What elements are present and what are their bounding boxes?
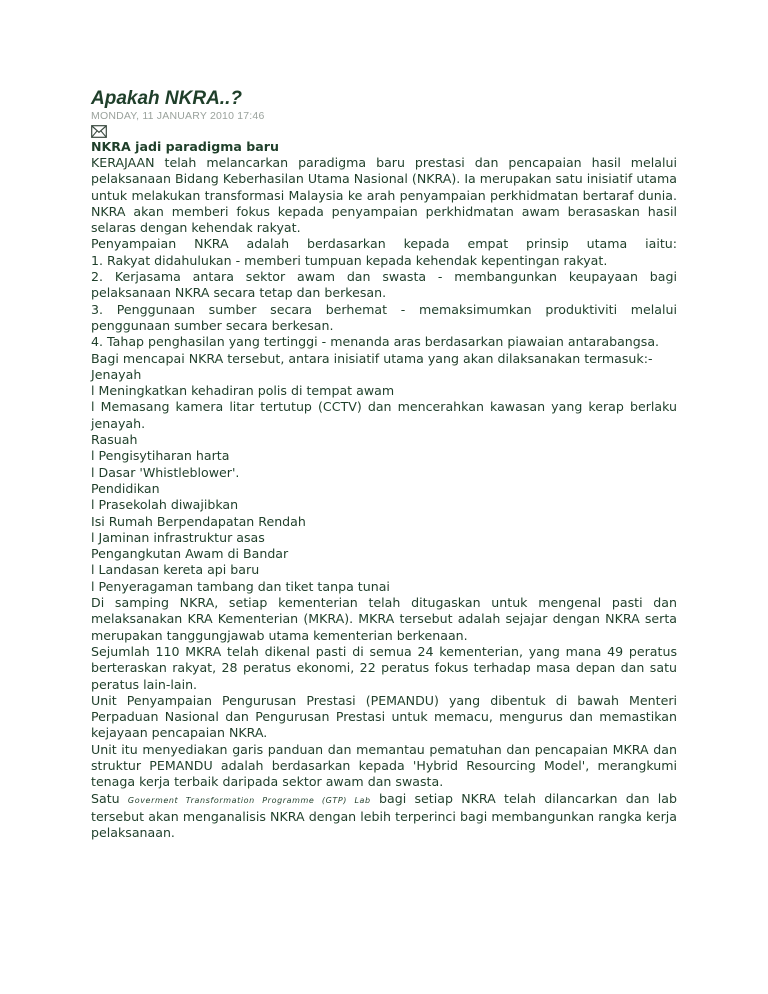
paragraph: 2. Kerjasama antara sektor awam dan swasta - membangunkan keupayaan bagi pelaksanaan NKRA secara tetap dan berkesan. <box>91 269 677 301</box>
text-span: Satu <box>91 790 128 806</box>
list-item: l Dasar 'Whistleblower'. <box>91 464 240 480</box>
section-label: Pendidikan <box>91 480 160 496</box>
paragraph: Di samping NKRA, setiap kementerian telah ditugaskan untuk mengenal pasti dan melaksanakan KRA Kementerian (MKRA). MKRA tersebut adalah sejajar dengan NKRA serta merupakan tanggungjawab utama kementerian berkenaan. <box>91 595 677 643</box>
paragraph: 4. Tahap penghasilan yang tertinggi - menanda aras berdasarkan piawaian antarabangsa. <box>91 334 660 350</box>
paragraph: Bagi mencapai NKRA tersebut, antara inisiatif utama yang akan dilaksanakan termasuk:- <box>91 350 653 366</box>
section-label: Jenayah <box>91 366 142 382</box>
article <box>91 88 677 841</box>
gtp-lab-text: Goverment Transformation Programme (GTP) Lab <box>127 795 371 805</box>
paragraph: Penyampaian NKRA adalah berdasarkan kepada empat prinsip utama iaitu: <box>91 236 677 252</box>
paragraph: Sejumlah 110 MKRA telah dikenal pasti di semua 24 kementerian, yang mana 49 peratus berteraskan rakyat, 28 peratus ekonomi, 22 peratus fokus terhadap masa depan dan satu peratus lain-lain. <box>91 643 677 692</box>
list-item: l Landasan kereta api baru <box>91 562 260 578</box>
section-label: Rasuah <box>91 432 138 448</box>
paragraph: Unit itu menyediakan garis panduan dan memantau pematuhan dan pencapaian MKRA dan struktur PEMANDU adalah berdasarkan kepada 'Hybrid Resourcing Model', merangkumi tenaga kerja terbaik daripada sektor awam dan swasta. <box>91 741 677 790</box>
article-body <box>91 155 677 841</box>
paragraph: Unit Penyampaian Pengurusan Prestasi (PEMANDU) yang dibentuk di bawah Menteri Perpaduan Nasional dan Pengurusan Prestasi untuk memacu, mengurus dan memastikan kejayaan pencapaian NKRA. <box>91 692 677 741</box>
envelope-icon[interactable] <box>91 125 107 138</box>
paragraph <box>91 791 677 842</box>
article-date: MONDAY, 11 JANUARY 2010 17:46 <box>91 110 265 122</box>
article-title: Apakah NKRA..? <box>91 88 242 109</box>
paragraph: 3. Penggunaan sumber secara berhemat - memaksimumkan produktiviti melalui penggunaan sumber secara berkesan. <box>91 301 677 333</box>
paragraph: KERAJAAN telah melancarkan paradigma baru prestasi dan pencapaian hasil melalui pelaksanaan Bidang Keberhasilan Utama Nasional (NKRA). Ia merupakan satu inisiatif utama untuk melakukan transformasi Malaysia ke arah penyampaian perkhidmatan bertaraf dunia. NKRA akan memberi fokus kepada penyampaian perkhidmatan awam berasaskan hasil selaras dengan kehendak rakyat. <box>91 155 677 236</box>
list-item: l Penyeragaman tambang dan tiket tanpa tunai <box>91 578 390 594</box>
paragraph: 1. Rakyat didahulukan - memberi tumpuan kepada kehendak kepentingan rakyat. <box>91 252 608 268</box>
list-item: l Prasekolah diwajibkan <box>91 497 239 513</box>
list-item: l Meningkatkan kehadiran polis di tempat awam <box>91 383 395 399</box>
list-item: l Pengisytiharan harta <box>91 448 230 464</box>
section-label: Pengangkutan Awam di Bandar <box>91 546 289 562</box>
list-item: l Memasang kamera litar tertutup (CCTV) dan mencerahkan kawasan yang kerap berlaku jenayah. <box>91 399 677 431</box>
text-span: bagi setiap NKRA telah dilancarkan dan lab tersebut akan menganalisis NKRA dengan lebih terperinci bagi membangunkan rangka kerja pelaksanaan. <box>91 790 677 841</box>
section-label: Isi Rumah Berpendapatan Rendah <box>91 513 306 529</box>
article-heading: NKRA jadi paradigma baru <box>91 139 279 154</box>
list-item: l Jaminan infrastruktur asas <box>91 529 265 545</box>
